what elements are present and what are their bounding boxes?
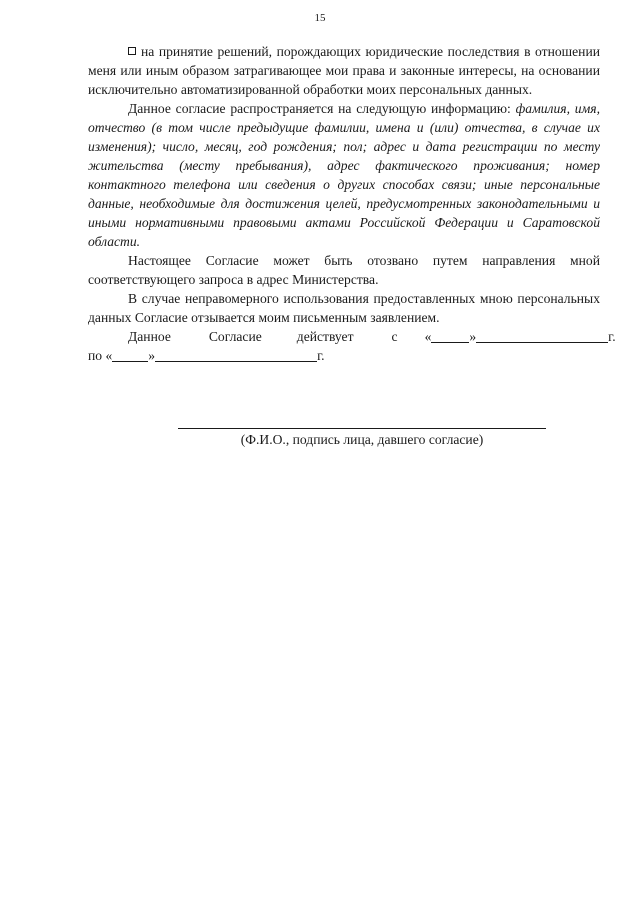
decision-item [88,42,600,99]
page-number: 15 [314,12,326,24]
decision-item-text: на принятие решений, порождающих юридические последствия в отношении меня или иным образом затрагивающее мои права и законные интересы, на основании исключительно автоматизированной обработки моих персональных данных. [88,44,600,97]
signature-line[interactable] [178,428,546,429]
to-label: по [88,348,103,363]
validity-word-1: Данное [128,329,171,344]
end-month-year-field[interactable] [155,348,317,362]
year-suffix-to: г. [317,348,325,363]
validity-word-3: действует [296,329,354,344]
scope-list: фамилия, имя, отчество (в том числе предыдущие фамилии, имена и (или) отчества, в случае их изменения); число, месяц, год рождения; пол; адрес и дата регистрации по месту жительства (месту пребывания), адрес фактического проживания; номер контактного телефона или сведения о других способах связи; иные персональные данные, необходимые для достижения целей, предусмотренных законодательными и иными нормативными правовыми актами Российской Федерации и Саратовской области. [88,101,600,249]
close-quote-from: » [469,329,477,344]
open-quote-from: « [424,329,432,344]
consent-body [88,42,616,365]
checkbox-icon[interactable] [128,47,136,55]
validity-line-to [88,346,600,365]
scope-paragraph [88,99,600,251]
start-day-field[interactable] [431,329,469,343]
scope-intro: Данное согласие распространяется на следующую информацию: [128,101,511,116]
open-quote-to: « [105,348,113,363]
signature-caption: (Ф.И.О., подпись лица, давшего согласие) [240,432,484,447]
validity-word-4: с [391,329,398,344]
revocation-paragraph: Настоящее Согласие может быть отозвано путем направления мной соответствующего запроса в адрес Министерства. [88,253,600,287]
validity-line-from [88,327,616,346]
end-day-field[interactable] [112,348,148,362]
year-suffix-from: г. [608,329,616,344]
validity-word-2: Согласие [208,329,262,344]
misuse-paragraph: В случае неправомерного использования предоставленных мною персональных данных Согласие отзывается моим письменным заявлением. [88,291,600,325]
close-quote-to: » [148,348,156,363]
start-month-year-field[interactable] [476,329,608,343]
